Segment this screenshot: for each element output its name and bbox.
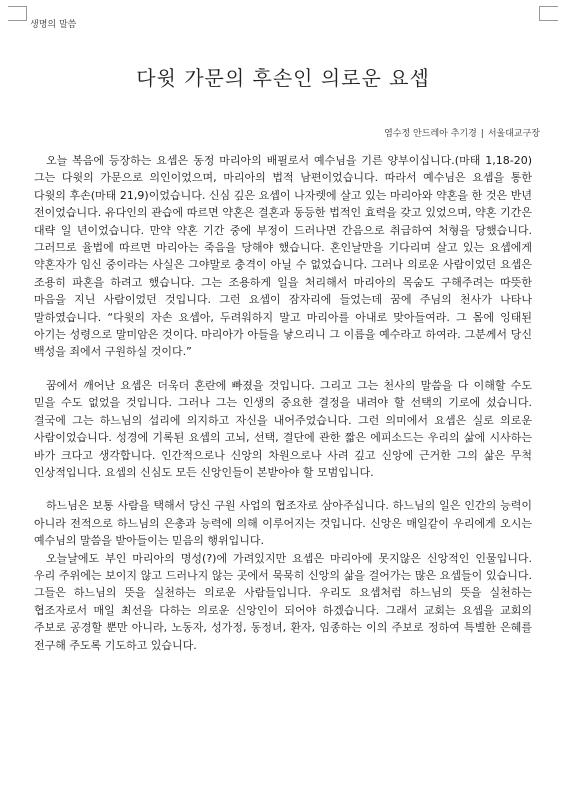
page-corner-mark bbox=[8, 6, 27, 21]
author-org: 서울대교구장 bbox=[487, 129, 540, 139]
paragraph: 꿈에서 깨어난 요셉은 더욱더 혼란에 빠졌을 것입니다. 그리고 그는 천사의 말씀을 다 이해할 수도 믿을 수도 없었을 것입니다. 그러나 그는 인생의 중요한 결정을 내려야 할 선택의 기로에 섰습니다. 결국에 그는 하느님의 섭리에 의지하고 자신을 내어주었습니다. 그런 의미에서 요셉은 실로 의로운 사람이었습니다. 성경에 기록된 요셉의 고뇌, 선택, 결단에 관한 짧은 에피소드는 우리의 삶에 시사하는 바가 크다고 생각합니다. 인간적으로나 신앙의 차원으로나 사려 깊고 신앙에 근거한 그의 삶은 무척 인상적입니다. 요셉의 신심도 모든 신앙인들이 본받아야 할 모범입니다. bbox=[34, 378, 532, 479]
paragraph: 하느님은 보통 사람을 택해서 당신 구원 사업의 협조자로 삼아주십니다. 하느님의 일은 인간의 능력이 아니라 전적으로 하느님의 은총과 능력에 의해 이루어지는 것입니다. 신앙은 매일같이 우리에게 오시는 예수님의 말씀을 받아들이는 믿음의 행위입니다. bbox=[34, 499, 532, 548]
author-name: 염수정 안드레아 추기경 bbox=[384, 129, 477, 139]
byline-separator: | bbox=[480, 129, 484, 139]
byline bbox=[384, 126, 540, 139]
page-title: 다윗 가문의 후손인 의로운 요셉 bbox=[136, 66, 430, 90]
running-head: 생명의 말씀 bbox=[30, 20, 77, 30]
paragraph: 오늘날에도 부인 마리아의 명성(?)에 가려있지만 요셉은 마리아에 못지않은 신앙적인 인물입니다. 우리 주위에는 보이지 않고 드러나지 않는 곳에서 묵묵히 신앙의 삶을 걸어가는 많은 요셉들이 있습니다. 그들은 하느님의 뜻을 실천하는 의로운 사람들입니다. 우리도 요셉처럼 하느님의 뜻을 실천하는 협조자로서 매일 최선을 다하는 의로운 신앙인이 되어야 하겠습니다. 그래서 교회는 요셉을 교회의 주보로 공경할 뿐만 아니라, 노동자, 성가정, 동정녀, 환자, 임종하는 이의 주보로 정하여 특별한 은혜를 전구해 주도록 기도하고 있습니다. bbox=[34, 551, 532, 652]
page-corner-mark bbox=[539, 6, 558, 21]
article-body bbox=[34, 152, 532, 654]
paragraph: 오늘 복음에 등장하는 요셉은 동정 마리아의 배필로서 예수님을 기른 양부이십니다.(마태 1,18-20) 그는 다윗의 가문으로 의인이었으며, 마리아의 법적 남편이었습니다. 따라서 예수님은 요셉을 통한 다윗의 후손(마태 21,9)이었습니다. 신심 깊은 요셉이 나자렛에 살고 있는 마리아와 약혼을 한 것은 반년 전이었습니다. 유다인의 관습에 따르면 약혼은 결혼과 동등한 법적인 효력을 갖고 있었으며, 약혼 기간은 대략 일 년이었습니다. 만약 약혼 기간 중에 부정이 드러나면 간음으로 취급하여 처형을 당했습니다. 그러므로 율법에 따르면 마리아는 죽음을 당해야 했습니다. 혼인날만을 기다리며 살고 있는 요셉에게 약혼자가 임신 중이라는 사실은 그야말로 충격이 아닐 수 없었습니다. 그러나 의로운 사람이었던 요셉은 조용히 파혼을 하려고 했습니다. 그는 조용하게 일을 처리해서 마리아의 목숨도 구해주려는 따뜻한 마음을 지닌 사람이었던 것입니다. 그런 요셉이 잠자리에 들었는데 꿈에 주님의 천사가 나타나 말하였습니다. “다윗의 자손 요셉아, 두려워하지 말고 마리아를 아내로 맞아들여라. 그 몸에 잉태된 아기는 성령으로 말미암은 것이다. 마리아가 아들을 낳으리니 그 이름을 예수라고 하여라. 그분께서 당신 백성을 죄에서 구원하실 것이다.” bbox=[34, 154, 532, 359]
